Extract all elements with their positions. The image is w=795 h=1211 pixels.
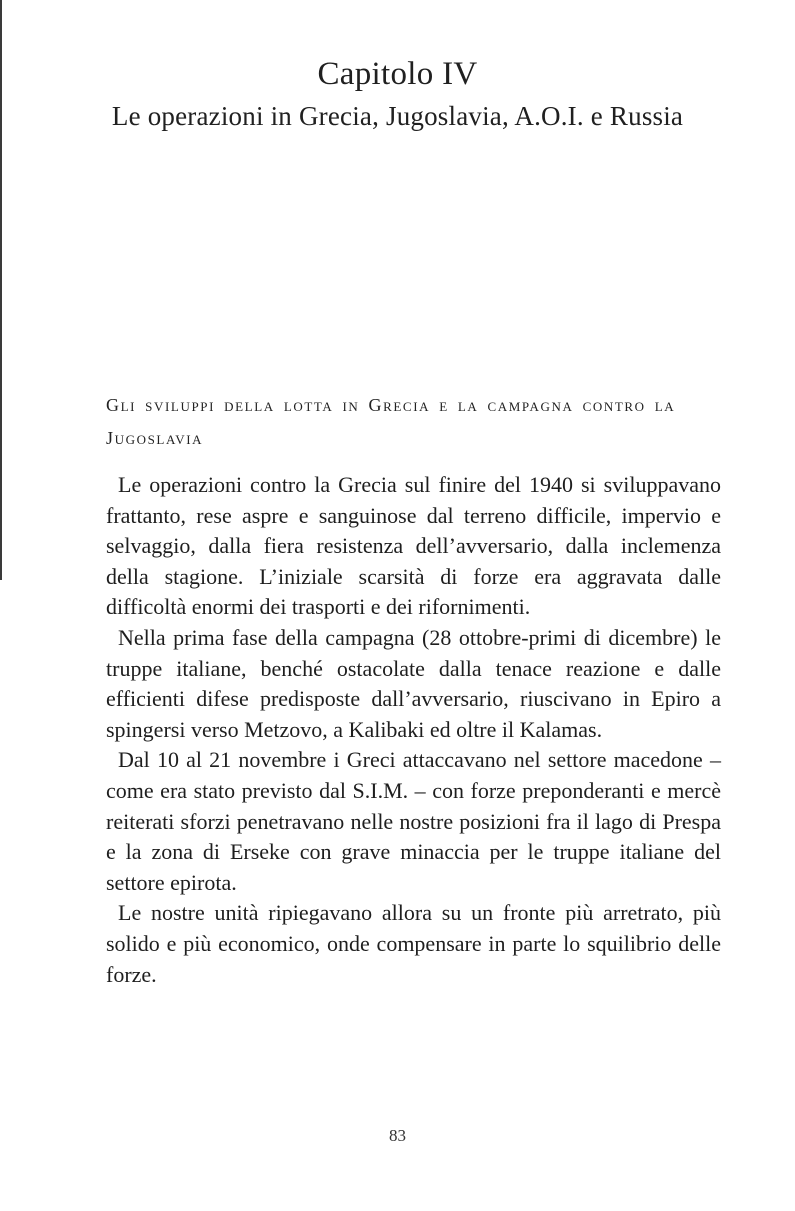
chapter-number: Capitolo IV xyxy=(317,56,478,92)
paragraph: Le nostre unità ripiegavano allora su un fronte più arretrato, più solido e più economico, onde compensare in parte lo squilibrio delle forze. xyxy=(106,900,721,987)
page-number: 83 xyxy=(389,1126,406,1145)
paragraph: Le operazioni contro la Grecia sul finire del 1940 si sviluppavano frattanto, rese aspre e sanguinose dal terreno difficile, impervio e selvaggio, dalla fiera resistenza dell’avversario, dalla inclemenza della stagione. L’iniziale scarsità di forze era aggravata dalle difficoltà enormi dei trasporti e dei rifornimenti. xyxy=(106,472,721,620)
paragraph: Nella prima fase della campagna (28 ottobre-primi di dicembre) le truppe italiane, benché ostacolate dalla tenace reazione e dalle efficienti difese predisposte dall’avversario, riuscivano in Epiro a spingersi verso Metzovo, a Kalibaki ed oltre il Kalamas. xyxy=(106,624,721,742)
chapter-title: Le operazioni in Grecia, Jugoslavia, A.O.I. e Russia xyxy=(111,101,684,131)
body-text xyxy=(106,470,721,990)
section-heading: Gli sviluppi della lotta in Grecia e la campagna contro la Jugoslavia xyxy=(106,395,676,448)
paragraph: Dal 10 al 21 novembre i Greci attaccavano nel settore macedone – come era stato previsto dal S.I.M. – con forze preponderanti e mercè reiterati sforzi penetravano nelle nostre posizioni fra il lago di Prespa e la zona di Erseke con grave minaccia per le truppe italiane del settore epirota. xyxy=(106,747,721,895)
